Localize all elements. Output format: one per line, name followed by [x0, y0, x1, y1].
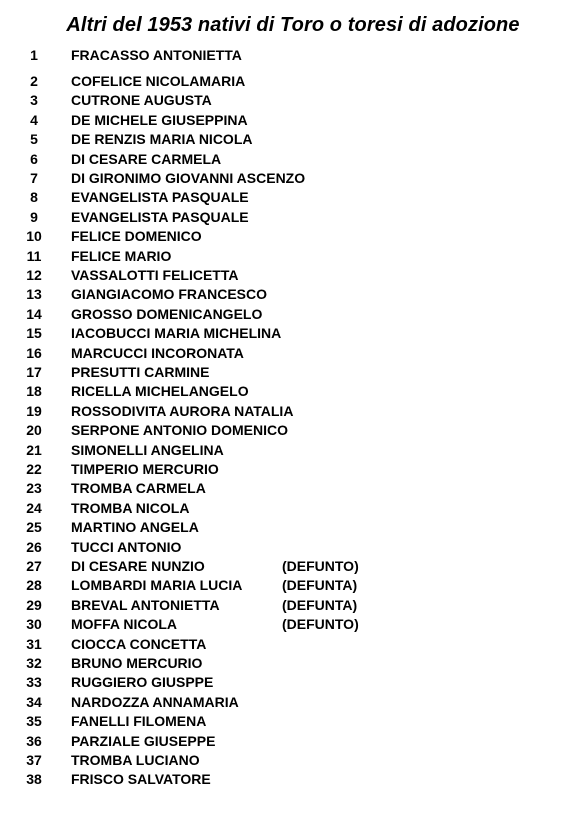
entry-name: RUGGIERO GIUSPPE	[71, 674, 214, 691]
list-item	[0, 673, 586, 691]
list-item	[0, 46, 586, 64]
entry-number: 22	[26, 461, 42, 477]
entry-number: 27	[26, 558, 42, 574]
entry-number: 20	[26, 422, 42, 439]
entry-name: DE RENZIS MARIA NICOLA	[71, 131, 253, 148]
entry-number: 14	[26, 305, 42, 322]
entry-note: (DEFUNTO)	[282, 616, 359, 633]
entry-number: 23	[26, 480, 42, 497]
list-item	[0, 635, 586, 653]
entry-number: 18	[26, 383, 42, 400]
entry-number: 6	[30, 150, 38, 167]
entry-number: 35	[26, 713, 42, 730]
entry-number: 36	[26, 732, 42, 749]
list-item	[0, 72, 586, 90]
entry-name: GROSSO DOMENICANGELO	[71, 305, 263, 322]
entry-number: 26	[26, 538, 42, 555]
entry-name: DE MICHELE GIUSEPPINA	[71, 111, 248, 128]
entry-number: 21	[26, 441, 42, 458]
list-item	[0, 499, 586, 517]
entry-name: EVANGELISTA PASQUALE	[71, 189, 249, 206]
list-item	[0, 441, 586, 459]
list-item	[0, 538, 586, 556]
entry-name: IACOBUCCI MARIA MICHELINA	[71, 325, 282, 342]
list-item	[0, 285, 586, 303]
list-item	[0, 751, 586, 769]
entry-number: 3	[30, 92, 38, 109]
entry-name: EVANGELISTA PASQUALE	[71, 208, 249, 225]
entry-name: SERPONE ANTONIO DOMENICO	[71, 422, 289, 439]
list-item	[0, 712, 586, 730]
list-item	[0, 111, 586, 129]
entry-number: 31	[26, 635, 42, 652]
entry-name: COFELICE NICOLAMARIA	[71, 73, 246, 89]
list-item	[0, 305, 586, 323]
entry-name: PRESUTTI CARMINE	[71, 364, 210, 380]
list-item	[0, 344, 586, 362]
entry-number: 34	[26, 693, 42, 710]
list-item	[0, 266, 586, 284]
entry-name: MARTINO ANGELA	[71, 519, 199, 536]
entry-name: FRACASSO ANTONIETTA	[71, 47, 242, 63]
list-item	[0, 208, 586, 226]
entry-number: 16	[26, 344, 42, 361]
list-item	[0, 363, 586, 381]
entry-name: GIANGIACOMO FRANCESCO	[71, 286, 267, 303]
entry-name: SIMONELLI ANGELINA	[71, 441, 224, 458]
entry-name: BRUNO MERCURIO	[71, 655, 203, 671]
entry-number: 19	[26, 402, 42, 419]
entry-number: 17	[26, 364, 42, 380]
list-item	[0, 693, 586, 711]
entry-note: (DEFUNTA)	[282, 577, 358, 594]
entry-name: DI CESARE CARMELA	[71, 150, 222, 167]
entry-note: (DEFUNTO)	[282, 558, 359, 574]
list-item	[0, 615, 586, 633]
entry-name: TROMBA LUCIANO	[71, 752, 200, 768]
entry-name: NARDOZZA ANNAMARIA	[71, 693, 239, 710]
list-item	[0, 654, 586, 672]
entry-name: DI GIRONIMO GIOVANNI ASCENZO	[71, 170, 306, 186]
entry-name: PARZIALE GIUSEPPE	[71, 732, 216, 749]
entry-number: 29	[26, 596, 42, 613]
entry-name: FELICE DOMENICO	[71, 228, 202, 245]
document-title: Altri del 1953 nativi di Toro o toresi di adozione	[66, 14, 520, 36]
entry-number: 11	[26, 247, 42, 264]
entry-name: CIOCCA CONCETTA	[71, 635, 207, 652]
entry-name: MARCUCCI INCORONATA	[71, 344, 244, 361]
entry-number: 13	[26, 286, 42, 303]
entry-number: 5	[30, 131, 38, 148]
list-item	[0, 479, 586, 497]
entry-name: TROMBA CARMELA	[71, 480, 206, 497]
entry-name: TIMPERIO MERCURIO	[71, 461, 219, 477]
entry-name: FELICE MARIO	[71, 247, 172, 264]
entry-number: 15	[26, 325, 42, 342]
entry-name: LOMBARDI MARIA LUCIA	[71, 577, 243, 594]
entry-name: RICELLA MICHELANGELO	[71, 383, 249, 400]
list-item	[0, 247, 586, 265]
entry-name: FRISCO SALVATORE	[71, 771, 211, 788]
list-item	[0, 227, 586, 245]
list-item	[0, 91, 586, 109]
entry-number: 7	[30, 170, 38, 186]
entry-name: CUTRONE AUGUSTA	[71, 92, 212, 109]
list-item	[0, 732, 586, 750]
list-item	[0, 518, 586, 536]
entry-number: 37	[26, 752, 42, 768]
entry-name: BREVAL ANTONIETTA	[71, 596, 220, 613]
list-item	[0, 130, 586, 148]
list-item	[0, 402, 586, 420]
entry-name: DI CESARE NUNZIO	[71, 558, 205, 574]
list-item	[0, 421, 586, 439]
entry-name: VASSALOTTI FELICETTA	[71, 267, 239, 283]
list-item	[0, 557, 586, 575]
entry-number: 4	[30, 111, 38, 128]
entry-number: 32	[26, 655, 42, 671]
list-item	[0, 150, 586, 168]
list-item	[0, 576, 586, 594]
entry-name: TROMBA NICOLA	[71, 499, 190, 516]
entry-number: 28	[26, 577, 42, 594]
list-item	[0, 188, 586, 206]
entry-number: 38	[26, 771, 42, 788]
entry-number: 33	[26, 674, 42, 691]
entry-name: MOFFA NICOLA	[71, 616, 178, 633]
entry-number: 1	[30, 47, 38, 63]
entry-number: 25	[26, 519, 42, 536]
entry-name: FANELLI FILOMENA	[71, 713, 207, 730]
entry-note: (DEFUNTA)	[282, 596, 358, 613]
entry-number: 12	[26, 267, 42, 283]
entry-number: 10	[26, 228, 42, 245]
entry-number: 8	[30, 189, 38, 206]
entry-number: 24	[26, 499, 42, 516]
entry-name: ROSSODIVITA AURORA NATALIA	[71, 402, 294, 419]
list-item	[0, 169, 586, 187]
list-item	[0, 460, 586, 478]
entry-name: TUCCI ANTONIO	[71, 538, 182, 555]
entry-number: 9	[30, 208, 38, 225]
entry-number: 30	[26, 616, 42, 633]
list-item	[0, 382, 586, 400]
entry-number: 2	[30, 73, 38, 89]
list-item	[0, 596, 586, 614]
list-item	[0, 770, 586, 788]
list-item	[0, 324, 586, 342]
